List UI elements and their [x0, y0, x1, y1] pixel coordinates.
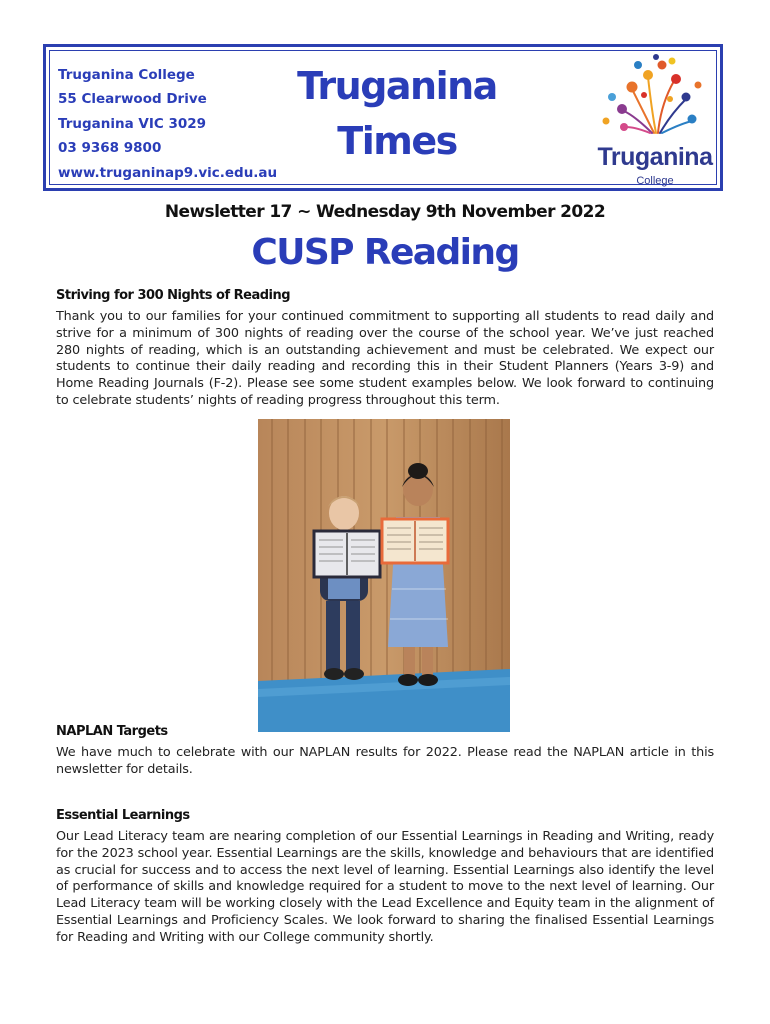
logo-subtitle: College: [636, 175, 674, 187]
title-line-1: Truganina: [297, 64, 497, 108]
college-logo: [586, 51, 724, 187]
section-heading-naplan: NAPLAN Targets: [56, 724, 168, 739]
students-reading-photo: [258, 419, 510, 732]
school-address: [58, 63, 277, 185]
address-suburb: Truganina VIC 3029: [58, 115, 207, 132]
logo-sunburst-icon: [586, 51, 724, 147]
students-holding-journals-image: [258, 419, 510, 732]
section-body-naplan: We have much to celebrate with our NAPLAN results for 2022. Please read the NAPLAN article in this newsletter for details.: [56, 745, 714, 777]
section-heading-essential-learnings: Essential Learnings: [56, 808, 190, 823]
section-body-essential-learnings: Our Lead Literacy team are nearing completion of our Essential Learnings in Reading and Writing, ready for the 2023 school year. Essential Learnings are the skills, knowledge and behaviours that are identified as crucial for success and to access the next level of learning. Essential Learnings also identify the level of performance of skills and knowledge required for a student to move to the next level of learning. Our Lead Literacy team will be working closely with the Lead Excellence and Equity team in the alignment of Essential Learnings and Proficiency Scales. We look forward to sharing the finalised Essential Learnings for Reading and Writing with our College community shortly.: [56, 829, 714, 945]
section-heading-reading-nights: Striving for 300 Nights of Reading: [56, 288, 291, 303]
newsletter-title: [282, 59, 512, 169]
title-line-2: Times: [337, 119, 457, 163]
article-headline: CUSP Reading: [251, 232, 519, 273]
section-body-reading-nights: Thank you to our families for your continued commitment to supporting all students to read daily and strive for a minimum of 300 nights of reading over the course of the school year. We’ve just reached 280 nights of reading, which is an outstanding achievement and must be celebrated. We expect our students to continue their daily reading and recording this in their Student Planners (Years 3-9) and Home Reading Journals (F-2). Please see some student examples below. We look forward to continuing to celebrate students’ nights of reading progress throughout this term.: [56, 309, 714, 408]
logo-wordmark: Truganina: [597, 143, 713, 171]
address-school-name: Truganina College: [58, 67, 195, 83]
address-street: 55 Clearwood Drive: [58, 91, 207, 108]
address-phone: 03 9368 9800: [58, 140, 162, 157]
address-website[interactable]: www.truganinap9.vic.edu.au: [58, 164, 278, 181]
masthead: [43, 44, 723, 191]
newsletter-issue-line: Newsletter 17 ~ Wednesday 9th November 2022: [164, 202, 606, 222]
